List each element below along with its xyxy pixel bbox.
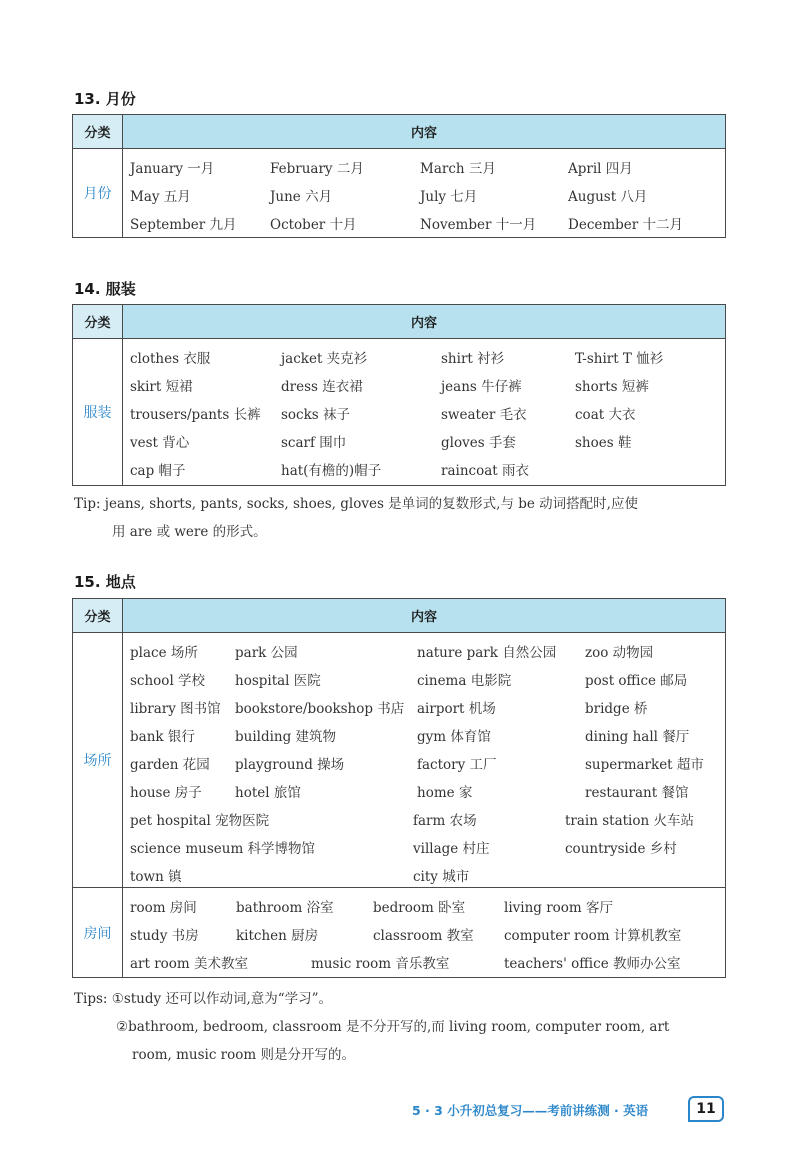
vocab-item: city 城市	[413, 869, 470, 885]
vocab-item: September 九月	[130, 217, 237, 233]
vocab-item: shirt 衬衫	[441, 351, 505, 367]
vocab-item: raincoat 雨衣	[441, 463, 529, 479]
vocab-item: scarf 围巾	[281, 435, 347, 451]
page-number: 11	[688, 1096, 724, 1122]
vocab-item: cinema 电影院	[417, 673, 512, 689]
vocab-item: gym 体育馆	[417, 729, 491, 745]
tip-clothes	[74, 490, 638, 546]
vocab-item: room 房间	[130, 900, 197, 916]
vocab-item: vest 背心	[130, 435, 190, 451]
vocab-item: classroom 教室	[373, 928, 474, 944]
group-content	[123, 633, 725, 887]
table-group	[73, 339, 725, 485]
vocab-item: hotel 旅馆	[235, 785, 301, 801]
vocab-item: bedroom 卧室	[373, 900, 466, 916]
vocab-item: gloves 手套	[441, 435, 516, 451]
vocab-item: bookstore/bookshop 书店	[235, 701, 405, 717]
table-header	[73, 599, 725, 633]
clothes-table	[72, 304, 726, 486]
vocab-item: house 房子	[130, 785, 202, 801]
vocab-item: living room 客厅	[504, 900, 614, 916]
vocab-item: June 六月	[270, 189, 333, 205]
vocab-item: hospital 医院	[235, 673, 321, 689]
vocab-item: coat 大衣	[575, 407, 636, 423]
vocab-item: zoo 动物园	[585, 645, 654, 661]
section-title-months: 13. 月份	[74, 90, 136, 108]
header-content: 内容	[123, 599, 725, 632]
header-category: 分类	[73, 599, 123, 632]
vocab-item: home 家	[417, 785, 473, 801]
vocab-item: study 书房	[130, 928, 199, 944]
vocab-item: dining hall 餐厅	[585, 729, 690, 745]
vocab-item: clothes 衣服	[130, 351, 211, 367]
vocab-item: May 五月	[130, 189, 191, 205]
vocab-item: teachers' office 教师办公室	[504, 956, 681, 972]
table-header	[73, 115, 725, 149]
vocab-item: restaurant 餐馆	[585, 785, 689, 801]
header-category: 分类	[73, 115, 123, 148]
section-title-clothes: 14. 服装	[74, 280, 136, 298]
vocab-item: airport 机场	[417, 701, 496, 717]
vocab-item: bathroom 浴室	[236, 900, 334, 916]
vocab-item: March 三月	[420, 161, 496, 177]
vocab-item: trousers/pants 长裤	[130, 407, 261, 423]
tip-line: 用 are 或 were 的形式。	[112, 524, 267, 540]
tip-line: Tips: ①study 还可以作动词,意为“学习”。	[74, 991, 333, 1007]
footer-book-title: 5 · 3 小升初总复习——考前讲练测 · 英语	[412, 1103, 649, 1118]
vocab-item: school 学校	[130, 673, 206, 689]
vocab-item: countryside 乡村	[565, 841, 677, 857]
vocab-item: science museum 科学博物馆	[130, 841, 316, 857]
vocab-item: jacket 夹克衫	[281, 351, 368, 367]
group-content	[123, 149, 725, 237]
category-label: 场所	[73, 633, 123, 887]
vocab-item: shoes 鞋	[575, 435, 632, 451]
vocab-item: art room 美术教室	[130, 956, 249, 972]
vocab-item: music room 音乐教室	[311, 956, 450, 972]
vocab-item: town 镇	[130, 869, 182, 885]
tip-line: Tip: jeans, shorts, pants, socks, shoes, gloves 是单词的复数形式,与 be 动词搭配时,应使	[74, 496, 638, 512]
vocab-item: January 一月	[130, 161, 215, 177]
vocab-item: garden 花园	[130, 757, 210, 773]
vocab-item: T-shirt T 恤衫	[575, 351, 664, 367]
vocab-item: village 村庄	[413, 841, 490, 857]
vocab-item: library 图书馆	[130, 701, 221, 717]
tip-line: ②bathroom, bedroom, classroom 是不分开写的,而 living room, computer room, art	[116, 1019, 670, 1035]
vocab-item: December 十二月	[568, 217, 684, 233]
vocab-item: post office 邮局	[585, 673, 688, 689]
vocab-item: hat(有檐的)帽子	[281, 463, 382, 479]
vocab-item: April 四月	[568, 161, 633, 177]
vocab-item: playground 操场	[235, 757, 345, 773]
vocab-item: skirt 短裙	[130, 379, 193, 395]
vocab-item: building 建筑物	[235, 729, 337, 745]
places-table	[72, 598, 726, 978]
vocab-item: socks 袜子	[281, 407, 351, 423]
group-content	[123, 888, 725, 977]
header-content: 内容	[123, 115, 725, 148]
vocab-item: nature park 自然公园	[417, 645, 557, 661]
vocab-item: dress 连衣裙	[281, 379, 363, 395]
vocab-item: October 十月	[270, 217, 357, 233]
vocab-item: shorts 短裤	[575, 379, 649, 395]
vocab-item: July 七月	[420, 189, 478, 205]
category-label: 月份	[73, 149, 123, 237]
tip-line: room, music room 则是分开写的。	[132, 1047, 355, 1063]
vocab-item: place 场所	[130, 645, 198, 661]
vocab-item: farm 农场	[413, 813, 477, 829]
table-group	[73, 887, 725, 977]
vocab-item: sweater 毛衣	[441, 407, 527, 423]
group-content	[123, 339, 725, 485]
vocab-item: bridge 桥	[585, 701, 648, 717]
vocab-item: jeans 牛仔裤	[441, 379, 522, 395]
category-label: 服装	[73, 339, 123, 485]
header-content: 内容	[123, 305, 725, 338]
vocab-item: kitchen 厨房	[236, 928, 319, 944]
category-label: 房间	[73, 888, 123, 977]
table-group	[73, 149, 725, 237]
vocab-item: bank 银行	[130, 729, 195, 745]
vocab-item: supermarket 超市	[585, 757, 704, 773]
header-category: 分类	[73, 305, 123, 338]
vocab-item: train station 火车站	[565, 813, 694, 829]
vocab-item: factory 工厂	[417, 757, 497, 773]
section-title-places: 15. 地点	[74, 573, 136, 591]
table-group	[73, 633, 725, 887]
vocab-item: November 十一月	[420, 217, 537, 233]
vocab-item: computer room 计算机教室	[504, 928, 682, 944]
months-table	[72, 114, 726, 238]
table-header	[73, 305, 725, 339]
vocab-item: park 公园	[235, 645, 298, 661]
vocab-item: February 二月	[270, 161, 364, 177]
tip-places	[74, 985, 669, 1069]
vocab-item: pet hospital 宠物医院	[130, 813, 270, 829]
vocab-item: cap 帽子	[130, 463, 186, 479]
vocab-item: August 八月	[568, 189, 648, 205]
